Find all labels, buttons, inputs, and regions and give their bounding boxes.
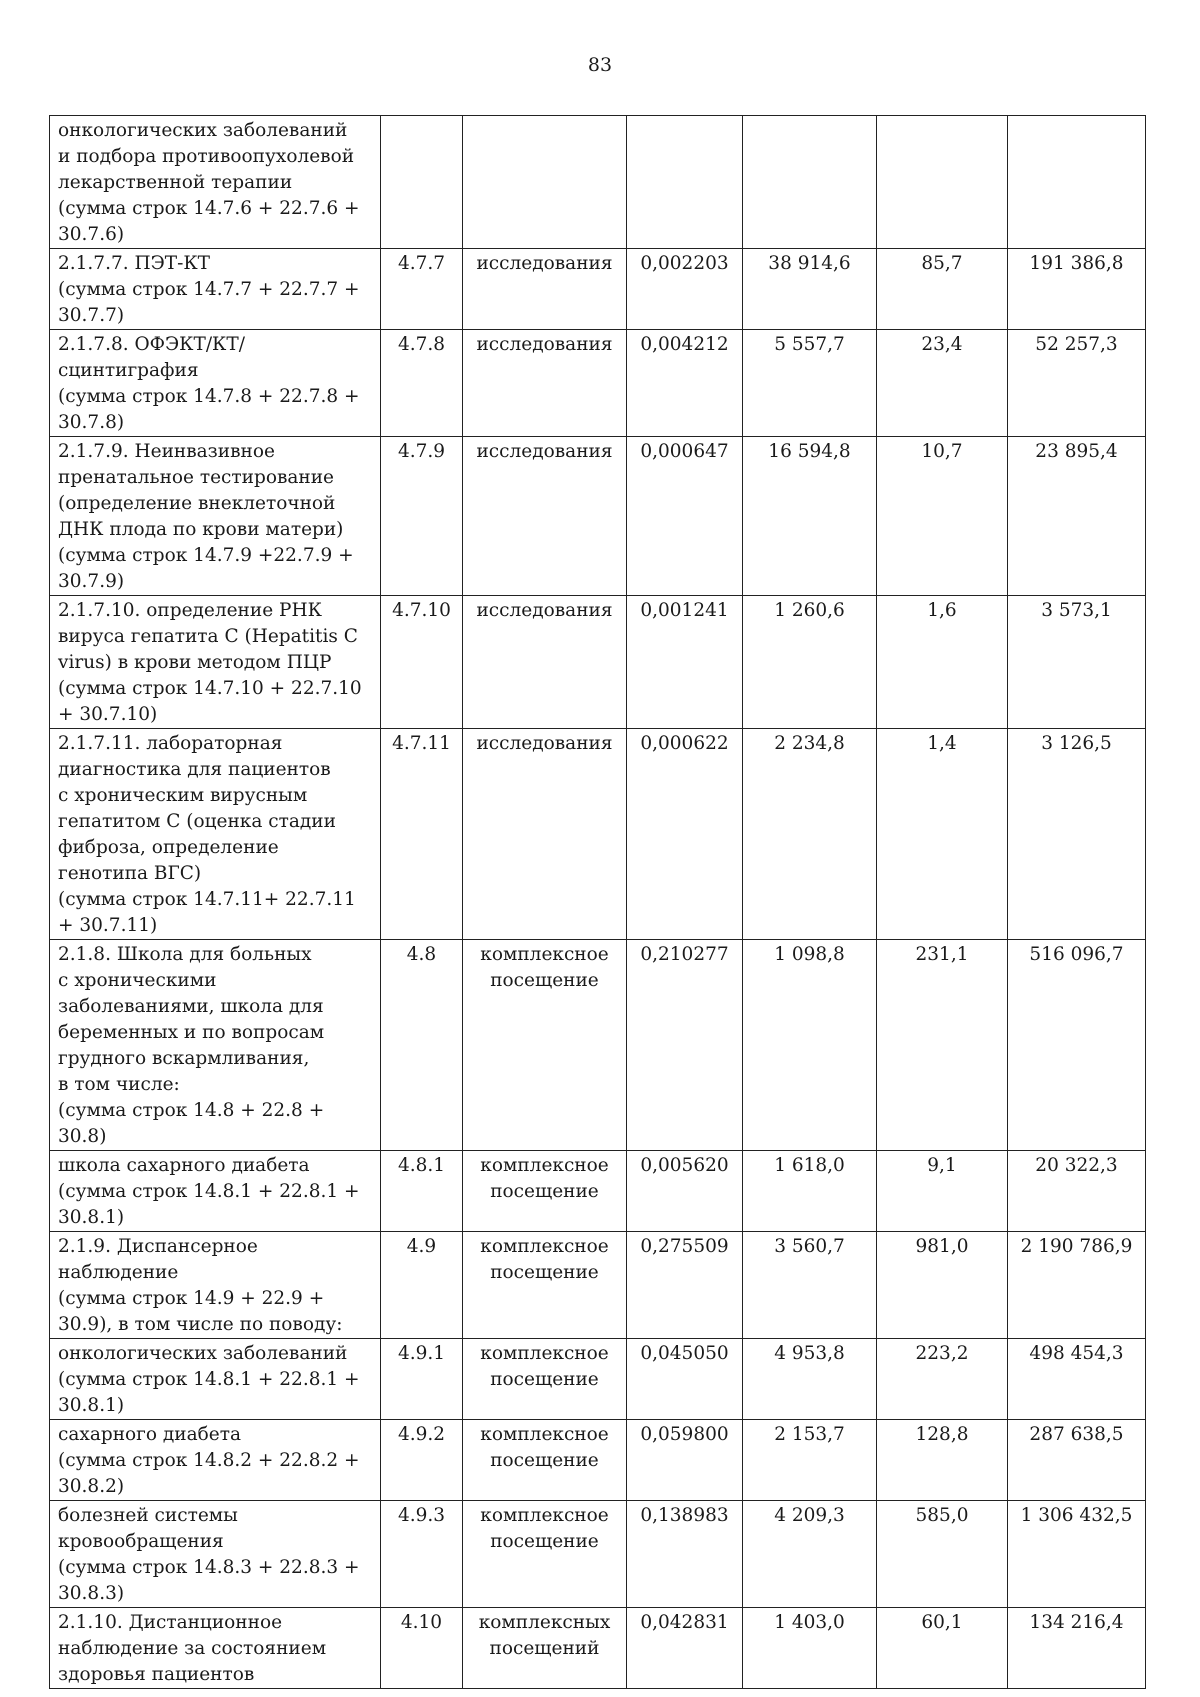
row-total-cell <box>1008 1339 1146 1420</box>
row-cost-cell-text: 3 560,7 <box>774 1236 845 1257</box>
financing-table <box>49 115 1146 1689</box>
row-per-capita-cell-text: 231,1 <box>915 944 969 965</box>
row-unit-cell <box>463 1420 627 1501</box>
row-code-cell-text: 4.7.10 <box>392 600 451 621</box>
row-unit-cell-text: исследования <box>476 600 613 621</box>
row-name-cell <box>50 1501 381 1608</box>
row-norm-cell <box>627 596 743 729</box>
row-cost-cell <box>743 116 877 249</box>
table-row <box>50 940 1146 1151</box>
row-code-cell-text: 4.8 <box>406 944 437 965</box>
row-total-cell-text: 498 454,3 <box>1029 1343 1124 1364</box>
row-norm-cell <box>627 437 743 596</box>
row-norm-cell <box>627 249 743 330</box>
row-per-capita-cell <box>877 1608 1008 1689</box>
table-row <box>50 437 1146 596</box>
row-name-cell <box>50 940 381 1151</box>
row-per-capita-cell <box>877 1501 1008 1608</box>
row-name-cell-text: 2.1.8. Школа для больных с хроническими заболеваниями, школа для беременных и по вопросам грудного вскармливания, в том числе: (сумма строк 14.8 + 22.8 + 30.8) <box>58 944 325 1147</box>
row-unit-cell <box>463 1232 627 1339</box>
row-unit-cell <box>463 596 627 729</box>
row-unit-cell <box>463 330 627 437</box>
row-code-cell <box>381 249 463 330</box>
row-per-capita-cell <box>877 330 1008 437</box>
row-unit-cell <box>463 116 627 249</box>
row-per-capita-cell <box>877 1420 1008 1501</box>
row-unit-cell-text: комплексных посещений <box>478 1612 611 1659</box>
row-code-cell <box>381 116 463 249</box>
row-norm-cell-text: 0,138983 <box>640 1505 729 1526</box>
row-code-cell <box>381 1501 463 1608</box>
row-norm-cell-text: 0,042831 <box>640 1612 729 1633</box>
table-row <box>50 116 1146 249</box>
row-per-capita-cell <box>877 1151 1008 1232</box>
row-name-cell <box>50 1151 381 1232</box>
row-total-cell <box>1008 1608 1146 1689</box>
row-cost-cell-text: 1 098,8 <box>774 944 845 965</box>
row-name-cell <box>50 249 381 330</box>
row-total-cell <box>1008 729 1146 940</box>
row-code-cell <box>381 1232 463 1339</box>
row-unit-cell <box>463 249 627 330</box>
row-unit-cell <box>463 729 627 940</box>
row-per-capita-cell <box>877 1339 1008 1420</box>
row-per-capita-cell-text: 1,4 <box>927 733 957 754</box>
row-code-cell-text: 4.7.7 <box>397 253 446 274</box>
row-norm-cell-text: 0,275509 <box>640 1236 729 1257</box>
row-cost-cell-text: 16 594,8 <box>768 441 851 462</box>
row-cost-cell-text: 38 914,6 <box>768 253 851 274</box>
row-norm-cell-text: 0,000647 <box>640 441 729 462</box>
row-total-cell <box>1008 249 1146 330</box>
row-name-cell-text: онкологических заболеваний и подбора противоопухолевой лекарственной терапии (сумма строк 14.7.6 + 22.7.6 + 30.7.6) <box>58 120 360 245</box>
row-code-cell-text: 4.8.1 <box>397 1155 446 1176</box>
row-unit-cell <box>463 1151 627 1232</box>
row-cost-cell <box>743 249 877 330</box>
row-code-cell-text: 4.9.3 <box>397 1505 446 1526</box>
row-name-cell-text: 2.1.7.10. определение РНК вируса гепатита C (Hepatitis C virus) в крови методом ПЦР (сумма строк 14.7.10 + 22.7.10 + 30.7.10) <box>58 600 362 725</box>
table-row <box>50 1420 1146 1501</box>
row-total-cell-text: 516 096,7 <box>1029 944 1124 965</box>
row-norm-cell-text: 0,210277 <box>640 944 729 965</box>
row-cost-cell <box>743 1151 877 1232</box>
row-total-cell-text: 52 257,3 <box>1035 334 1118 355</box>
row-name-cell <box>50 1420 381 1501</box>
row-norm-cell-text: 0,004212 <box>640 334 729 355</box>
row-name-cell-text: 2.1.7.11. лабораторная диагностика для пациентов с хроническим вирусным гепатитом С (оценка стадии фиброза, определение генотипа ВГС) (сумма строк 14.7.11+ 22.7.11 + 30.7.11) <box>58 733 356 936</box>
table-row <box>50 1151 1146 1232</box>
row-unit-cell-text: комплексное посещение <box>480 1236 609 1283</box>
row-total-cell-text: 3 573,1 <box>1041 600 1112 621</box>
row-total-cell-text: 287 638,5 <box>1029 1424 1124 1445</box>
row-per-capita-cell-text: 128,8 <box>915 1424 969 1445</box>
row-per-capita-cell <box>877 1232 1008 1339</box>
row-norm-cell-text: 0,059800 <box>640 1424 729 1445</box>
row-total-cell <box>1008 116 1146 249</box>
row-cost-cell-text: 4 953,8 <box>774 1343 845 1364</box>
row-unit-cell <box>463 940 627 1151</box>
row-unit-cell-text: исследования <box>476 441 613 462</box>
row-code-cell <box>381 330 463 437</box>
row-unit-cell <box>463 437 627 596</box>
row-total-cell <box>1008 1151 1146 1232</box>
row-code-cell-text: 4.7.9 <box>397 441 446 462</box>
row-name-cell-text: школа сахарного диабета (сумма строк 14.8.1 + 22.8.1 + 30.8.1) <box>58 1155 360 1228</box>
row-norm-cell <box>627 330 743 437</box>
row-name-cell-text: онкологических заболеваний (сумма строк 14.8.1 + 22.8.1 + 30.8.1) <box>58 1343 360 1416</box>
row-per-capita-cell <box>877 729 1008 940</box>
row-cost-cell-text: 5 557,7 <box>774 334 845 355</box>
row-unit-cell-text: комплексное посещение <box>480 944 609 991</box>
row-unit-cell-text: исследования <box>476 253 613 274</box>
row-cost-cell-text: 2 234,8 <box>774 733 845 754</box>
row-cost-cell <box>743 940 877 1151</box>
row-total-cell-text: 2 190 786,9 <box>1020 1236 1133 1257</box>
row-total-cell <box>1008 1501 1146 1608</box>
row-code-cell-text: 4.7.11 <box>392 733 451 754</box>
row-code-cell <box>381 1151 463 1232</box>
row-name-cell <box>50 437 381 596</box>
row-norm-cell <box>627 1151 743 1232</box>
row-norm-cell-text: 0,000622 <box>640 733 729 754</box>
row-unit-cell-text: комплексное посещение <box>480 1424 609 1471</box>
row-cost-cell-text: 1 403,0 <box>774 1612 845 1633</box>
row-per-capita-cell <box>877 940 1008 1151</box>
row-name-cell-text: 2.1.7.9. Неинвазивное пренатальное тестирование (определение внеклеточной ДНК плода по крови матери) (сумма строк 14.7.9 +22.7.9 + 30.7.9) <box>58 441 354 592</box>
row-norm-cell <box>627 1608 743 1689</box>
row-norm-cell <box>627 729 743 940</box>
row-total-cell-text: 1 306 432,5 <box>1020 1505 1133 1526</box>
row-code-cell <box>381 1339 463 1420</box>
row-code-cell <box>381 437 463 596</box>
row-name-cell <box>50 596 381 729</box>
row-per-capita-cell-text: 9,1 <box>927 1155 957 1176</box>
row-name-cell <box>50 116 381 249</box>
row-norm-cell <box>627 940 743 1151</box>
row-cost-cell <box>743 1232 877 1339</box>
row-norm-cell-text: 0,001241 <box>640 600 729 621</box>
row-total-cell-text: 23 895,4 <box>1035 441 1118 462</box>
row-cost-cell-text: 4 209,3 <box>774 1505 845 1526</box>
row-name-cell <box>50 1232 381 1339</box>
row-norm-cell <box>627 116 743 249</box>
row-per-capita-cell-text: 10,7 <box>921 441 963 462</box>
row-unit-cell-text: исследования <box>476 334 613 355</box>
row-unit-cell <box>463 1501 627 1608</box>
row-code-cell <box>381 940 463 1151</box>
row-norm-cell-text: 0,002203 <box>640 253 729 274</box>
row-unit-cell <box>463 1608 627 1689</box>
row-per-capita-cell <box>877 437 1008 596</box>
row-total-cell <box>1008 940 1146 1151</box>
row-norm-cell <box>627 1501 743 1608</box>
row-cost-cell <box>743 729 877 940</box>
row-code-cell-text: 4.9 <box>406 1236 437 1257</box>
row-total-cell <box>1008 437 1146 596</box>
row-code-cell-text: 4.9.2 <box>397 1424 446 1445</box>
row-per-capita-cell-text: 223,2 <box>915 1343 969 1364</box>
row-code-cell-text: 4.7.8 <box>397 334 446 355</box>
row-cost-cell <box>743 1501 877 1608</box>
row-total-cell <box>1008 596 1146 729</box>
row-norm-cell <box>627 1339 743 1420</box>
row-code-cell <box>381 1608 463 1689</box>
row-norm-cell-text: 0,045050 <box>640 1343 729 1364</box>
row-total-cell-text: 134 216,4 <box>1029 1612 1124 1633</box>
row-unit-cell-text: исследования <box>476 733 613 754</box>
row-name-cell <box>50 1608 381 1689</box>
row-name-cell <box>50 1339 381 1420</box>
row-norm-cell-text: 0,005620 <box>640 1155 729 1176</box>
row-per-capita-cell-text: 23,4 <box>921 334 963 355</box>
row-norm-cell <box>627 1420 743 1501</box>
row-cost-cell <box>743 330 877 437</box>
row-total-cell-text: 3 126,5 <box>1041 733 1112 754</box>
table-row <box>50 330 1146 437</box>
row-total-cell <box>1008 1232 1146 1339</box>
row-cost-cell <box>743 596 877 729</box>
row-name-cell-text: болезней системы кровообращения (сумма строк 14.8.3 + 22.8.3 + 30.8.3) <box>58 1505 360 1604</box>
row-name-cell <box>50 330 381 437</box>
row-unit-cell-text: комплексное посещение <box>480 1343 609 1390</box>
table-row <box>50 1232 1146 1339</box>
row-total-cell <box>1008 1420 1146 1501</box>
row-code-cell-text: 4.10 <box>400 1612 443 1633</box>
row-total-cell <box>1008 330 1146 437</box>
row-code-cell-text: 4.9.1 <box>397 1343 446 1364</box>
row-cost-cell-text: 1 260,6 <box>774 600 845 621</box>
table-body <box>50 116 1146 1689</box>
row-total-cell-text: 20 322,3 <box>1035 1155 1118 1176</box>
row-cost-cell <box>743 1420 877 1501</box>
table-row <box>50 596 1146 729</box>
table-row <box>50 1339 1146 1420</box>
row-name-cell-text: сахарного диабета (сумма строк 14.8.2 + 22.8.2 + 30.8.2) <box>58 1424 360 1497</box>
row-unit-cell-text: комплексное посещение <box>480 1505 609 1552</box>
row-per-capita-cell-text: 981,0 <box>915 1236 969 1257</box>
page-number: 83 <box>587 54 613 76</box>
row-unit-cell <box>463 1339 627 1420</box>
row-name-cell-text: 2.1.10. Дистанционное наблюдение за состоянием здоровья пациентов <box>58 1612 327 1685</box>
row-norm-cell <box>627 1232 743 1339</box>
row-name-cell-text: 2.1.7.7. ПЭТ-КТ (сумма строк 14.7.7 + 22.7.7 + 30.7.7) <box>58 253 360 326</box>
table-row <box>50 729 1146 940</box>
row-per-capita-cell <box>877 596 1008 729</box>
row-name-cell-text: 2.1.9. Диспансерное наблюдение (сумма строк 14.9 + 22.9 + 30.9), в том числе по поводу: <box>58 1236 343 1335</box>
row-code-cell <box>381 1420 463 1501</box>
table-row <box>50 1501 1146 1608</box>
row-name-cell <box>50 729 381 940</box>
table-row <box>50 1608 1146 1689</box>
table-row <box>50 249 1146 330</box>
row-per-capita-cell-text: 85,7 <box>921 253 963 274</box>
row-cost-cell-text: 1 618,0 <box>774 1155 845 1176</box>
row-unit-cell-text: комплексное посещение <box>480 1155 609 1202</box>
row-per-capita-cell <box>877 116 1008 249</box>
row-code-cell <box>381 596 463 729</box>
row-cost-cell <box>743 1608 877 1689</box>
row-per-capita-cell <box>877 249 1008 330</box>
row-cost-cell-text: 2 153,7 <box>774 1424 845 1445</box>
row-code-cell <box>381 729 463 940</box>
row-cost-cell <box>743 437 877 596</box>
row-name-cell-text: 2.1.7.8. ОФЭКТ/КТ/сцинтиграфия (сумма строк 14.7.8 + 22.7.8 + 30.7.8) <box>58 334 360 433</box>
row-per-capita-cell-text: 60,1 <box>921 1612 963 1633</box>
row-per-capita-cell-text: 1,6 <box>927 600 957 621</box>
row-total-cell-text: 191 386,8 <box>1029 253 1124 274</box>
row-per-capita-cell-text: 585,0 <box>915 1505 969 1526</box>
row-cost-cell <box>743 1339 877 1420</box>
